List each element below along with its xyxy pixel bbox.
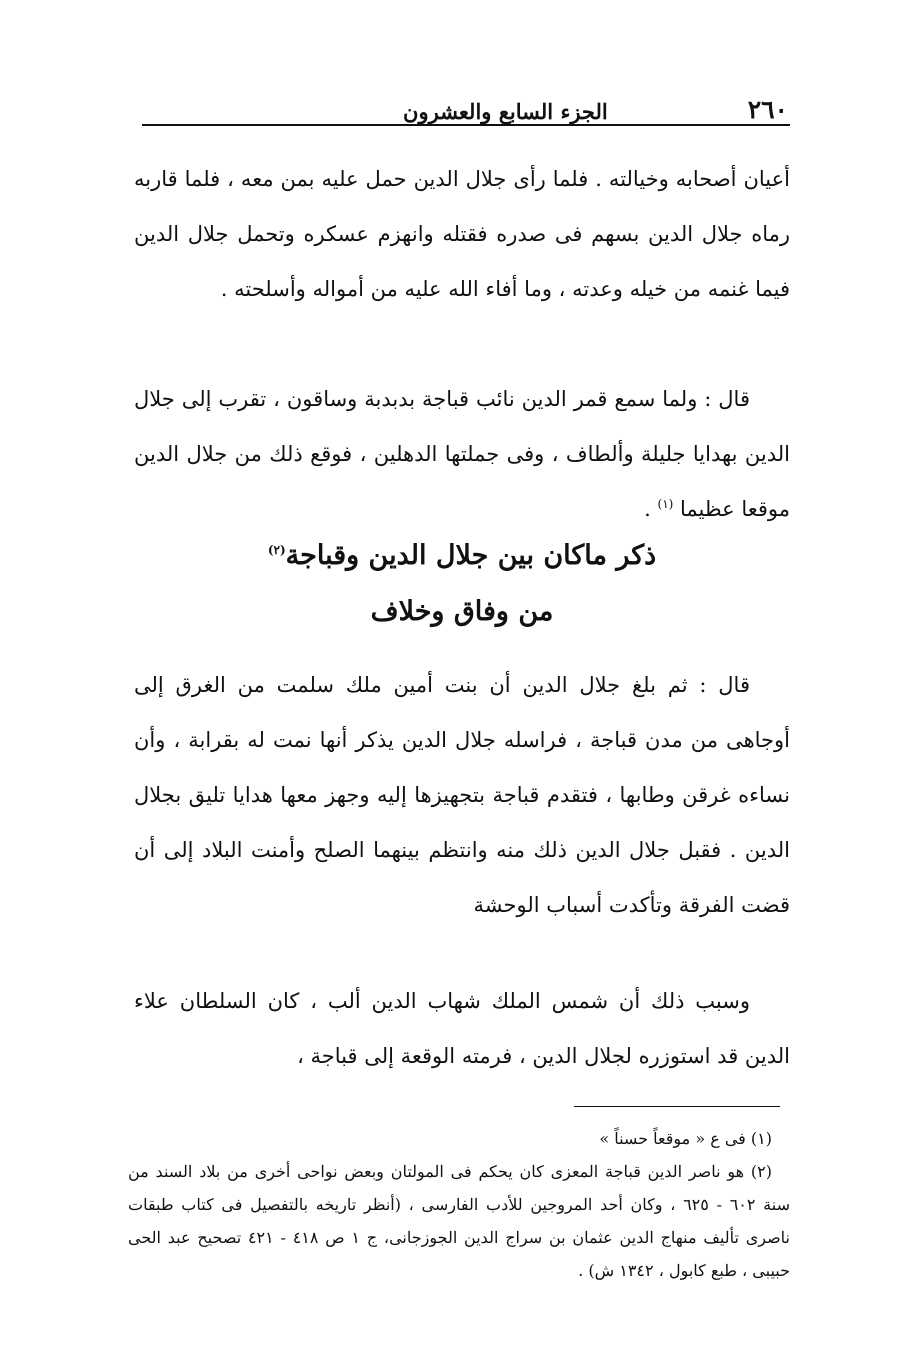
footnote-rule [574, 1106, 780, 1107]
footnote-ref-1: (١) [657, 497, 674, 511]
page-number: ٢٦٠ [747, 95, 788, 124]
paragraph-1: أعيان أصحابه وخيالته . فلما رأى جلال الدين حمل عليه بمن معه ، فلما قاربه رماه جلال الدين بسهم فى صدره فقتله وانهزم عسكره وتحمل جلال الدين فيما غنمه من خيله وعدته ، وما أفاء الله عليه من أمواله وأسلحته . [134, 167, 790, 301]
page-header [142, 84, 788, 124]
section-heading-line-1 [134, 540, 790, 571]
paragraph-1-block [134, 152, 790, 317]
header-rule [142, 124, 790, 126]
paragraph-2 [134, 372, 790, 537]
paragraph-4: وسبب ذلك أن شمس الملك شهاب الدين ألب ، كان السلطان علاء الدين قد استوزره لجلال الدين ، فرمته الوقعة إلى قباجة ، [134, 989, 790, 1068]
paragraph-3: قال : ثم بلغ جلال الدين أن بنت أمين ملك سلمت من الغرق إلى أوجاهى من مدن قباجة ، فراسله جلال الدين يذكر أنها نمت له بقرابة ، وأن نساءه غرقن وطابها ، فتقدم قباجة بتجهيزها إليه وجهز معها هدايا تليق بجلال الدين . فقبل جلال الدين ذلك منه وانتظم بينهما الصلح وأمنت البلاد إلى أن قضت الفرقة وتأكدت أسباب الوحشة [134, 673, 790, 917]
section-heading-line-2: من وفاق وخلاف [370, 596, 554, 627]
footnote-ref-2: (٢) [267, 543, 286, 557]
footnote-1: (١) فى ع « موقعاً حسناً » [599, 1129, 772, 1148]
paragraph-4-block [134, 974, 790, 1084]
paragraph-2-block [134, 372, 790, 537]
paragraph-3-block [134, 658, 790, 933]
paragraph-2-text: قال : ولما سمع قمر الدين نائب قباجة بدبدبة وساقون ، تقرب إلى جلال الدين بهدايا جليلة وألطاف ، وفى جملتها الدهلين ، فوقع ذلك من جلال الدين موقعا عظيما [134, 387, 790, 521]
footnote-2: (٢) هو ناصر الدين قباجة المعزى كان يحكم فى المولتان وبعض نواحى أخرى من بلاد السند من سنة ٦٠٢ - ٦٢٥ ، وكان أحد المروجين للأدب الفارسى ، (أنظر تاريخه بالتفصيل فى كتاب طبقات ناصرى تأليف منهاج الدين عثمان بن سراج الدين الجوزجانى، ج ١ ص ٤١٨ - ٤٢١ تصحيح عبد الحى حبيبى ، طبع كابول ، ١٣٤٢ ش) . [128, 1162, 790, 1280]
section-heading-text: ذكر ماكان بين جلال الدين وقباجة [285, 540, 657, 571]
paragraph-2-end: . [644, 497, 658, 521]
footnotes [128, 1122, 790, 1287]
running-title: الجزء السابع والعشرون [403, 99, 608, 124]
